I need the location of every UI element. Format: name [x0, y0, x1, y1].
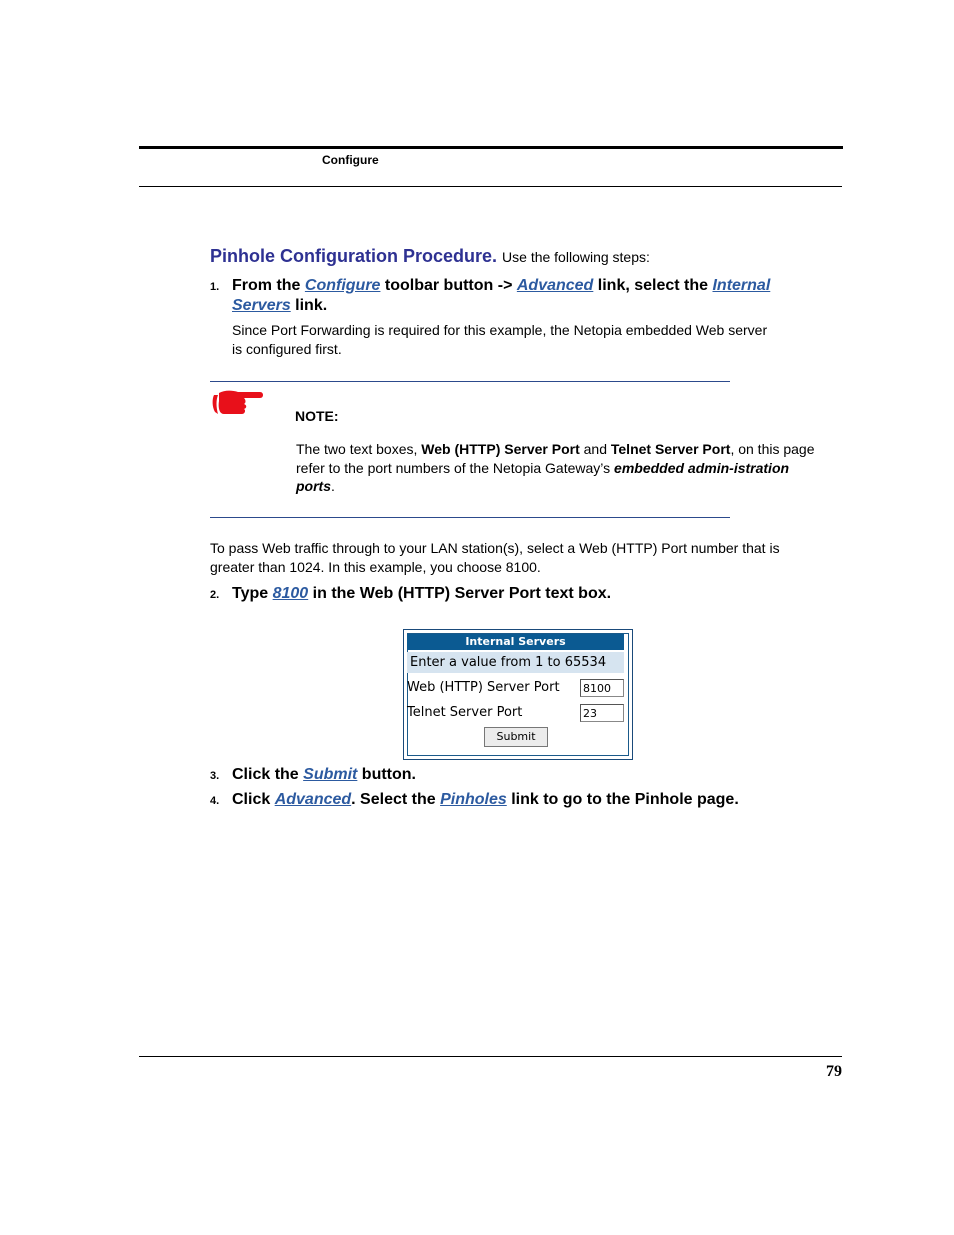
advanced-link[interactable]: Advanced — [274, 791, 352, 808]
header-bottom-rule — [139, 186, 842, 187]
step-text: toolbar button -> — [380, 277, 517, 294]
section-heading — [210, 246, 650, 267]
instruction-paragraph — [210, 539, 780, 576]
note-text: . — [331, 478, 335, 494]
step-text: From the — [232, 277, 305, 294]
footer-rule — [139, 1056, 842, 1057]
header-top-rule — [139, 146, 843, 149]
link-text: Internal — [712, 277, 771, 294]
submit-link[interactable]: Submit — [303, 766, 358, 783]
step-text: in the Web (HTTP) Server Port text box. — [308, 585, 612, 602]
text-line: Since Port Forwarding is required for this example, the Netopia embedded Web server — [232, 322, 768, 338]
telnet-port-input[interactable]: 23 — [580, 704, 624, 722]
advanced-link[interactable]: Advanced — [516, 277, 594, 294]
note-bottom-rule — [210, 517, 730, 518]
step-1-continued — [232, 296, 327, 316]
text-line: To pass Web traffic through to your LAN station(s), select a Web (HTTP) Port number that is — [210, 540, 780, 556]
configure-link[interactable]: Configure — [304, 277, 381, 294]
step-number: 4. — [210, 795, 220, 807]
step-number: 2. — [210, 589, 220, 601]
web-port-input[interactable]: 8100 — [580, 679, 624, 697]
note-body — [296, 440, 826, 496]
section-title: Pinhole Configuration Procedure. — [210, 246, 498, 266]
step-text: link. — [290, 297, 328, 314]
note-bold-italic: embedded admin-istration ports — [296, 459, 790, 494]
value-8100-link[interactable]: 8100 — [272, 585, 309, 602]
screenshot-instruction: Enter a value from 1 to 65534 — [407, 652, 624, 673]
step-text: . Select the — [351, 791, 441, 808]
note-text: The two text boxes, — [296, 441, 422, 457]
internal-servers-screenshot — [403, 629, 633, 760]
screenshot-title: Internal Servers — [407, 634, 624, 650]
note-top-rule — [210, 381, 730, 382]
internal-servers-link[interactable]: Servers — [232, 297, 291, 314]
step-1-explanation — [232, 321, 767, 358]
step-3 — [210, 765, 416, 786]
step-1 — [210, 276, 770, 297]
text-line: is configured first. — [232, 340, 342, 357]
page-number: 79 — [826, 1063, 842, 1080]
note-bold: Web (HTTP) Server Port — [421, 441, 580, 457]
step-text: Click — [232, 791, 275, 808]
note-text: and — [579, 441, 611, 457]
pointing-hand-icon — [210, 387, 266, 417]
step-number: 3. — [210, 770, 220, 782]
step-number: 1. — [210, 281, 220, 293]
pinholes-link[interactable]: Pinholes — [440, 791, 507, 808]
header-section-label: Configure — [322, 153, 379, 167]
step-text: Click the — [232, 766, 304, 783]
note-title: NOTE: — [295, 408, 339, 424]
telnet-port-label: Telnet Server Port — [407, 705, 523, 720]
step-text: link, select the — [593, 277, 713, 294]
step-text: button. — [357, 766, 416, 783]
web-port-label: Web (HTTP) Server Port — [407, 680, 560, 695]
section-intro: Use the following steps: — [502, 249, 650, 265]
note-text: , on this page refer to the port numbers of the Netopia Gateway’s — [296, 441, 815, 476]
step-2 — [210, 584, 611, 605]
step-4 — [210, 790, 739, 811]
internal-servers-link[interactable] — [712, 277, 770, 294]
step-text: Type — [232, 585, 273, 602]
text-line: greater than 1024. In this example, you choose 8100. — [210, 558, 541, 575]
submit-button[interactable]: Submit — [484, 727, 548, 747]
step-text: link to go to the Pinhole page. — [506, 791, 739, 808]
note-bold: Telnet Server Port — [610, 441, 731, 457]
